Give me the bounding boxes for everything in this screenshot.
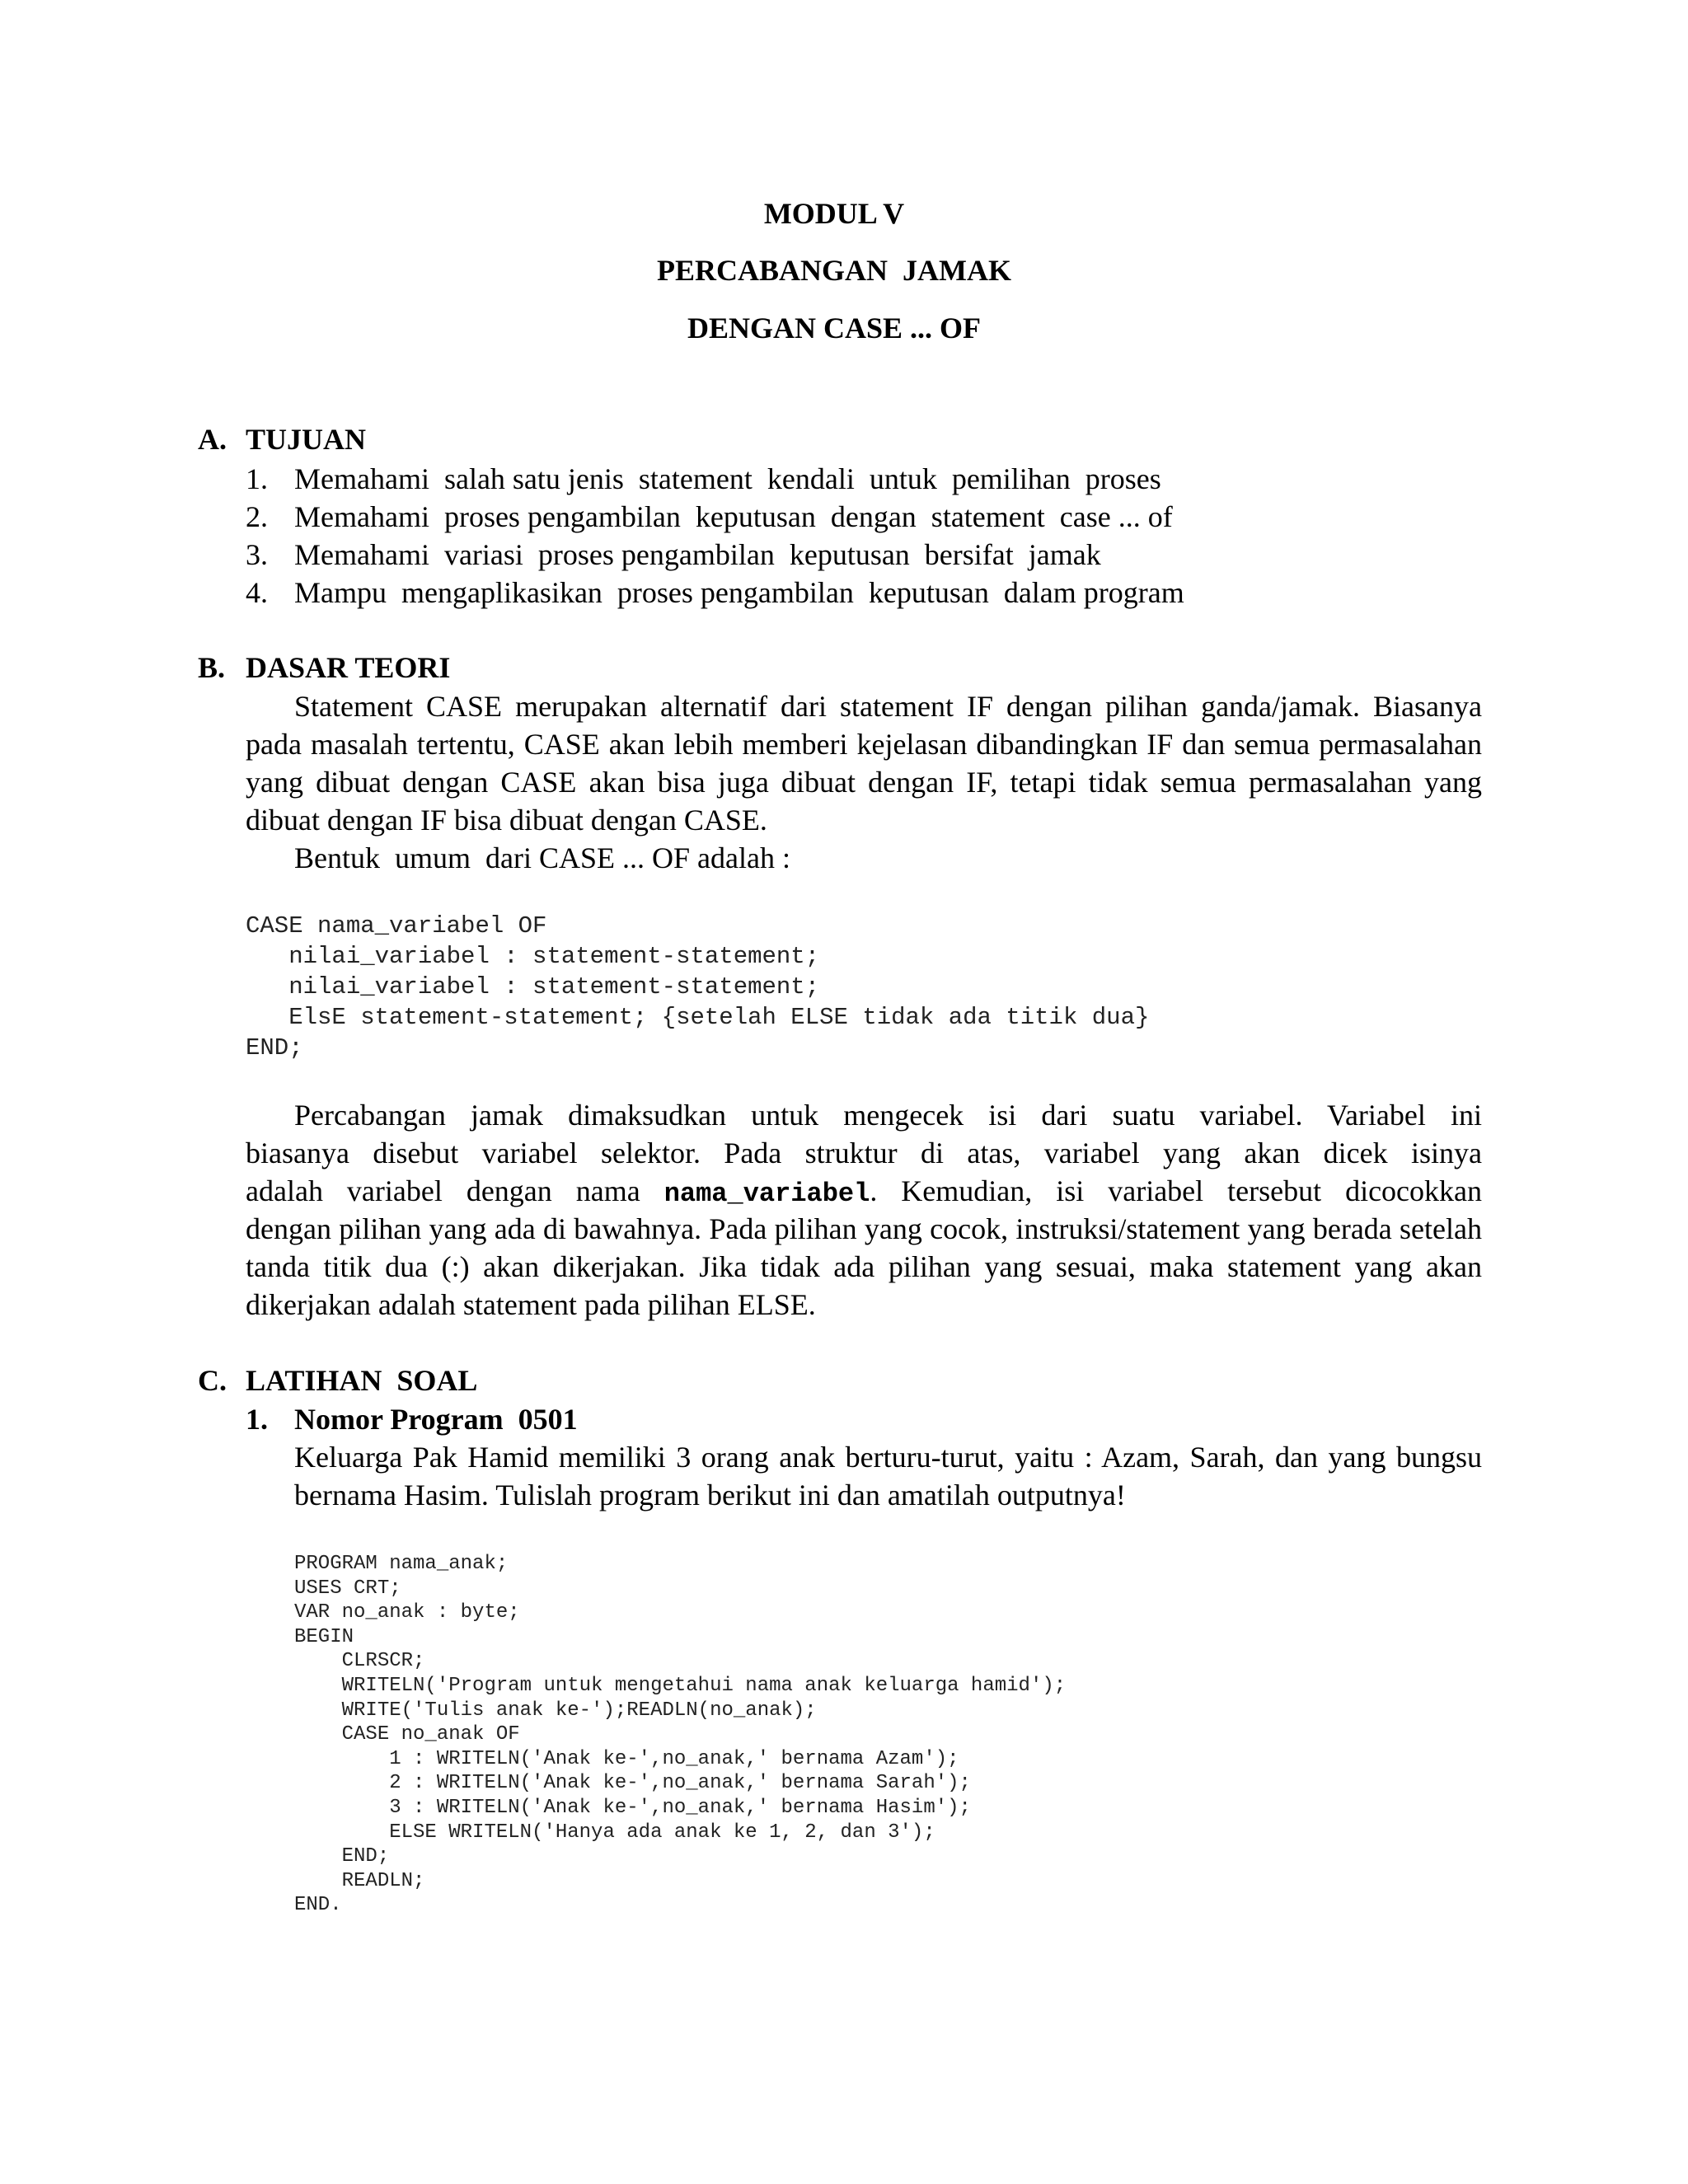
general-form-intro: Bentuk umum dari CASE ... OF adalah : — [294, 841, 790, 874]
explanation-line — [246, 1172, 1482, 1213]
module-title: MODUL V — [763, 197, 905, 230]
module-subtitle-2: DENGAN CASE ... OF — [687, 312, 982, 344]
section-a-letter: A. — [198, 423, 227, 456]
objective-text: Memahami proses pengambilan keputusan dengan statement case ... of — [294, 500, 1173, 533]
case-syntax-code: CASE nama_variabel OF nilai_variabel : statement-statement; nilai_variabel : statement-statement; ElsE statement-statement; {setelah ELSE tidak ada titik dua} END; — [246, 912, 1150, 1062]
objective-text: Memahami variasi proses pengambilan keputusan bersifat jamak — [294, 538, 1101, 571]
section-c-letter: C. — [198, 1364, 227, 1397]
exercise-number: 1. — [246, 1403, 268, 1436]
section-a-title: TUJUAN — [246, 423, 367, 456]
explanation-text: . Kemudian, isi variabel tersebut dicocokkan — [870, 1174, 1483, 1207]
explanation-text: adalah variabel dengan nama — [246, 1174, 664, 1207]
variable-name-code: nama_variabel — [663, 1179, 870, 1209]
objective-number: 3. — [246, 538, 268, 571]
objective-text: Mampu mengaplikasikan proses pengambilan keputusan dalam program — [294, 576, 1184, 609]
exercise-description: Keluarga Pak Hamid memiliki 3 orang anak berturu-turut, yaitu : Azam, Sarah, dan yang bungsu bernama Hasim. Tulislah program berikut ini dan amatilah outputnya! — [294, 1441, 1482, 1511]
section-c-title: LATIHAN SOAL — [246, 1364, 478, 1397]
objective-number: 4. — [246, 576, 268, 609]
explanation-line: Percabangan jamak dimaksudkan untuk mengecek isi dari suatu variabel. Variabel ini — [294, 1099, 1482, 1132]
explanation-paragraph: dengan pilihan yang ada di bawahnya. Pada pilihan yang cocok, instruksi/statement yang berada setelah tanda titik dua (:) akan dikerjakan. Jika tidak ada pilihan yang sesuai, maka statement yang akan dikerjakan adalah statement pada pilihan ELSE. — [246, 1212, 1482, 1321]
objective-number: 1. — [246, 462, 268, 495]
section-b-letter: B. — [198, 651, 226, 684]
program-code: PROGRAM nama_anak; USES CRT; VAR no_anak : byte; BEGIN CLRSCR; WRITELN('Program untuk mengetahui nama anak keluarga hamid'); WRITE('Tulis anak ke-');READLN(no_anak); CASE no_anak OF 1 : WRITELN('Anak ke-',no_anak,' bernama Azam'); 2 : WRITELN('Anak ke-',no_anak,' bernama Sarah'); 3 : WRITELN('Anak ke-',no_anak,' bernama Hasim'); ELSE WRITELN('Hanya ada anak ke 1, 2, dan 3'); END; READLN; END. — [294, 1553, 1067, 1917]
section-b-title: DASAR TEORI — [246, 651, 451, 684]
objective-number: 2. — [246, 500, 268, 533]
objective-text: Memahami salah satu jenis statement kendali untuk pemilihan proses — [294, 462, 1161, 495]
theory-paragraph: Statement CASE merupakan alternatif dari statement IF dengan pilihan ganda/jamak. Biasanya pada masalah tertentu, CASE akan lebih memberi kejelasan dibandingkan IF dan semua permasalahan yang dibuat dengan CASE akan bisa juga dibuat dengan IF, tetapi tidak semua permasalahan yang dibuat dengan IF bisa dibuat dengan CASE. — [246, 690, 1482, 837]
exercise-title: Nomor Program 0501 — [294, 1403, 578, 1436]
module-subtitle: PERCABANGAN JAMAK — [657, 254, 1011, 287]
explanation-line: biasanya disebut variabel selektor. Pada struktur di atas, variabel yang akan dicek isinya — [246, 1137, 1482, 1169]
